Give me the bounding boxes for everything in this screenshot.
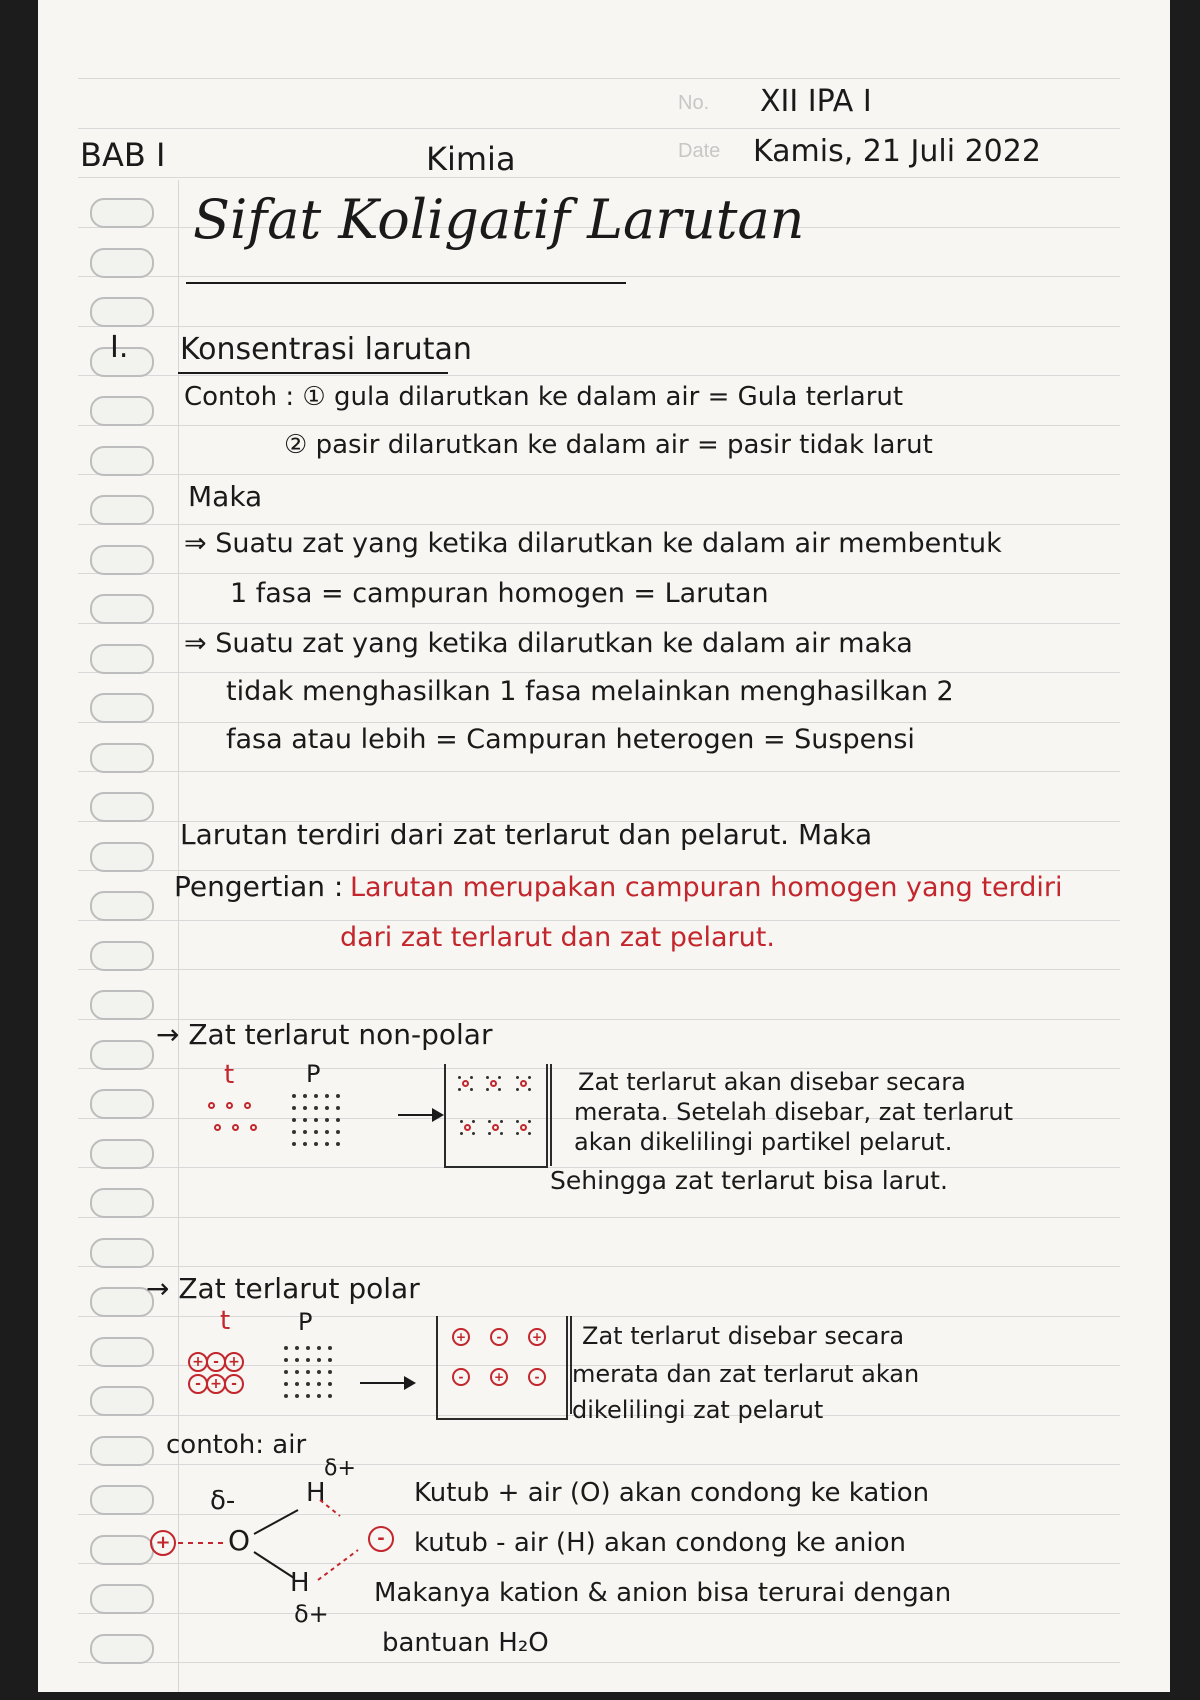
water-line-2: kutub - air (H) akan condong ke anion bbox=[414, 1528, 906, 1558]
binder-hole bbox=[90, 1584, 154, 1614]
solvent-particle bbox=[303, 1142, 307, 1146]
polar-beaker bbox=[436, 1316, 568, 1420]
ruled-line bbox=[78, 375, 1120, 376]
solvent-particle bbox=[306, 1358, 310, 1362]
point-2-line-3: fasa atau lebih = Campuran heterogen = Suspensi bbox=[226, 724, 915, 755]
polar-heading: → Zat terlarut polar bbox=[146, 1272, 420, 1305]
beaker-solvent-particle bbox=[500, 1120, 503, 1123]
beaker-ion: - bbox=[528, 1368, 546, 1386]
binder-hole bbox=[90, 396, 154, 426]
solvent-particle bbox=[292, 1118, 296, 1122]
water-line-3: Makanya kation & anion bisa terurai dengan bbox=[374, 1578, 952, 1608]
binder-hole bbox=[90, 1139, 154, 1169]
beaker-solvent-particle bbox=[528, 1088, 531, 1091]
polar-desc-2: merata dan zat terlarut akan bbox=[572, 1360, 920, 1388]
hydrogen-top-atom: H bbox=[306, 1478, 326, 1508]
ruled-line bbox=[78, 1316, 1120, 1317]
binder-hole bbox=[90, 1337, 154, 1367]
example-1: Contoh : ① gula dilarutkan ke dalam air = Gula terlarut bbox=[184, 382, 904, 412]
solvent-particle bbox=[295, 1394, 299, 1398]
water-line-1: Kutub + air (O) akan condong ke kation bbox=[414, 1478, 930, 1508]
binder-hole bbox=[90, 1436, 154, 1466]
beaker-ion: + bbox=[452, 1328, 470, 1346]
nonpolar-beaker bbox=[444, 1064, 548, 1168]
ruled-line bbox=[78, 177, 1120, 178]
ruled-line bbox=[78, 474, 1120, 475]
solvent-particle bbox=[336, 1094, 340, 1098]
point-2-line-1: ⇒ Suatu zat yang ketika dilarutkan ke dalam air maka bbox=[184, 628, 913, 659]
point-1-line-2: 1 fasa = campuran homogen = Larutan bbox=[230, 578, 769, 609]
solute-particle bbox=[250, 1124, 257, 1131]
solvent-particle bbox=[292, 1094, 296, 1098]
binder-hole bbox=[90, 446, 154, 476]
beaker-ion: + bbox=[490, 1368, 508, 1386]
solvent-particle bbox=[295, 1358, 299, 1362]
beaker-solvent-particle bbox=[516, 1088, 519, 1091]
beaker-solvent-particle bbox=[516, 1076, 519, 1079]
ruled-line bbox=[78, 623, 1120, 624]
subject-label: Kimia bbox=[426, 140, 516, 178]
binder-hole bbox=[90, 1238, 154, 1268]
solvent-particle bbox=[325, 1094, 329, 1098]
ruled-line bbox=[78, 78, 1120, 79]
ruled-line bbox=[78, 969, 1120, 970]
solvent-particle bbox=[336, 1142, 340, 1146]
notebook-page bbox=[38, 0, 1170, 1692]
solute-ion: - bbox=[188, 1374, 208, 1394]
solvent-particle bbox=[306, 1346, 310, 1350]
ruled-line bbox=[78, 425, 1120, 426]
nonpolar-desc-4: Sehingga zat terlarut bisa larut. bbox=[550, 1166, 948, 1195]
beaker-solvent-particle bbox=[528, 1132, 531, 1135]
binder-hole bbox=[90, 248, 154, 278]
binder-hole bbox=[90, 743, 154, 773]
solute-ion: + bbox=[206, 1374, 226, 1394]
polar-arrow bbox=[360, 1382, 414, 1384]
beaker-solvent-particle bbox=[460, 1120, 463, 1123]
solvent-particle bbox=[306, 1382, 310, 1386]
solvent-particle bbox=[328, 1370, 332, 1374]
polar-solvent-label: P bbox=[298, 1308, 313, 1336]
solute-particle bbox=[232, 1124, 239, 1131]
beaker-solvent-particle bbox=[486, 1088, 489, 1091]
date-label: Date bbox=[678, 140, 721, 162]
solute-ion: + bbox=[224, 1352, 244, 1372]
ruled-line bbox=[78, 771, 1120, 772]
definition-label: Pengertian : bbox=[174, 870, 344, 903]
solvent-particle bbox=[314, 1094, 318, 1098]
ruled-line bbox=[78, 1464, 1120, 1465]
beaker-solvent-particle bbox=[488, 1120, 491, 1123]
solvent-particle bbox=[306, 1394, 310, 1398]
nonpolar-divider bbox=[550, 1064, 552, 1166]
solvent-particle bbox=[317, 1382, 321, 1386]
margin-line bbox=[178, 180, 179, 1692]
solvent-particle bbox=[303, 1106, 307, 1110]
beaker-solvent-particle bbox=[528, 1120, 531, 1123]
binder-hole bbox=[90, 1040, 154, 1070]
solvent-particle bbox=[336, 1118, 340, 1122]
binder-hole bbox=[90, 990, 154, 1020]
binder-hole bbox=[90, 693, 154, 723]
point-1-line-1: ⇒ Suatu zat yang ketika dilarutkan ke dalam air membentuk bbox=[184, 528, 1002, 559]
beaker-solvent-particle bbox=[498, 1088, 501, 1091]
solvent-particle bbox=[325, 1106, 329, 1110]
delta-minus-label: δ- bbox=[210, 1486, 236, 1516]
solvent-particle bbox=[328, 1358, 332, 1362]
solvent-particle bbox=[284, 1346, 288, 1350]
beaker-solute-particle bbox=[462, 1080, 469, 1087]
date-value: Kamis, 21 Juli 2022 bbox=[753, 134, 1041, 169]
solvent-particle bbox=[325, 1142, 329, 1146]
polar-desc-1: Zat terlarut disebar secara bbox=[582, 1322, 905, 1350]
beaker-solvent-particle bbox=[528, 1076, 531, 1079]
section-heading-underline bbox=[178, 372, 448, 374]
solute-ion: + bbox=[188, 1352, 208, 1372]
solvent-particle bbox=[336, 1106, 340, 1110]
water-molecule-bonds bbox=[168, 1490, 408, 1600]
solvent-particle bbox=[284, 1382, 288, 1386]
polar-solute-label: t bbox=[220, 1306, 231, 1336]
solute-particle bbox=[226, 1102, 233, 1109]
solvent-particle bbox=[328, 1382, 332, 1386]
binder-hole bbox=[90, 1485, 154, 1515]
solute-ion: - bbox=[224, 1374, 244, 1394]
delta-plus-top-label: δ+ bbox=[324, 1456, 356, 1481]
binder-hole bbox=[90, 792, 154, 822]
solvent-particle bbox=[317, 1346, 321, 1350]
ruled-line bbox=[78, 1217, 1120, 1218]
beaker-ion: - bbox=[452, 1368, 470, 1386]
beaker-solute-particle bbox=[520, 1124, 527, 1131]
beaker-solvent-particle bbox=[470, 1088, 473, 1091]
polar-desc-3: dikelilingi zat pelarut bbox=[572, 1396, 824, 1424]
page-title: Sifat Koligatif Larutan bbox=[193, 188, 805, 251]
binder-hole bbox=[90, 1535, 154, 1565]
maka-label: Maka bbox=[188, 480, 263, 513]
anion-symbol: - bbox=[368, 1526, 394, 1552]
definition-text-1: Larutan merupakan campuran homogen yang terdiri bbox=[350, 872, 1063, 903]
solvent-particle bbox=[303, 1118, 307, 1122]
beaker-solvent-particle bbox=[458, 1076, 461, 1079]
binder-hole bbox=[90, 1089, 154, 1119]
beaker-solvent-particle bbox=[472, 1132, 475, 1135]
solvent-particle bbox=[295, 1382, 299, 1386]
binder-hole bbox=[90, 545, 154, 575]
definition-text-2: dari zat terlarut dan zat pelarut. bbox=[340, 922, 775, 953]
title-underline bbox=[186, 282, 626, 284]
nonpolar-desc-1: Zat terlarut akan disebar secara bbox=[578, 1068, 966, 1096]
ruled-line bbox=[78, 276, 1120, 277]
binder-hole bbox=[90, 1287, 154, 1317]
solvent-particle bbox=[292, 1142, 296, 1146]
solvent-particle bbox=[303, 1094, 307, 1098]
ruled-line bbox=[78, 573, 1120, 574]
no-label: No. bbox=[678, 92, 710, 114]
binder-hole bbox=[90, 891, 154, 921]
ruled-line bbox=[78, 920, 1120, 921]
solute-particle bbox=[208, 1102, 215, 1109]
solvent-particle bbox=[295, 1346, 299, 1350]
solvent-particle bbox=[292, 1130, 296, 1134]
solute-particle bbox=[244, 1102, 251, 1109]
binder-hole bbox=[90, 842, 154, 872]
solvent-particle bbox=[317, 1394, 321, 1398]
ruled-line bbox=[78, 672, 1120, 673]
binder-hole bbox=[90, 594, 154, 624]
solvent-particle bbox=[314, 1118, 318, 1122]
solvent-particle bbox=[306, 1370, 310, 1374]
beaker-solute-particle bbox=[464, 1124, 471, 1131]
binder-hole bbox=[90, 297, 154, 327]
binder-hole bbox=[90, 941, 154, 971]
binder-hole bbox=[90, 644, 154, 674]
binder-hole bbox=[90, 495, 154, 525]
nonpolar-heading: → Zat terlarut non-polar bbox=[156, 1018, 493, 1051]
solvent-particle bbox=[325, 1130, 329, 1134]
ruled-line bbox=[78, 524, 1120, 525]
beaker-solute-particle bbox=[492, 1124, 499, 1131]
solvent-particle bbox=[317, 1358, 321, 1362]
ruled-line bbox=[78, 1662, 1120, 1663]
beaker-solvent-particle bbox=[516, 1120, 519, 1123]
example-2: ② pasir dilarutkan ke dalam air = pasir tidak larut bbox=[284, 430, 933, 460]
beaker-ion: - bbox=[490, 1328, 508, 1346]
water-example-label: contoh: air bbox=[166, 1430, 307, 1460]
solvent-particle bbox=[325, 1118, 329, 1122]
beaker-solvent-particle bbox=[486, 1076, 489, 1079]
solvent-particle bbox=[336, 1130, 340, 1134]
nonpolar-desc-3: akan dikelilingi partikel pelarut. bbox=[574, 1128, 953, 1156]
point-2-line-2: tidak menghasilkan 1 fasa melainkan menghasilkan 2 bbox=[226, 676, 954, 707]
water-line-4: bantuan H₂O bbox=[382, 1628, 549, 1658]
solute-particle bbox=[214, 1124, 221, 1131]
beaker-solvent-particle bbox=[488, 1132, 491, 1135]
class-value: XII IPA I bbox=[760, 84, 872, 119]
ruled-line bbox=[78, 128, 1120, 129]
ruled-line bbox=[78, 1613, 1120, 1614]
nonpolar-solvent-label: P bbox=[306, 1060, 321, 1088]
solvent-particle bbox=[314, 1130, 318, 1134]
solvent-particle bbox=[295, 1370, 299, 1374]
nonpolar-desc-2: merata. Setelah disebar, zat terlarut bbox=[574, 1098, 1013, 1126]
solvent-particle bbox=[284, 1358, 288, 1362]
ruled-line bbox=[78, 722, 1120, 723]
beaker-solvent-particle bbox=[472, 1120, 475, 1123]
solvent-particle bbox=[328, 1346, 332, 1350]
solvent-particle bbox=[328, 1394, 332, 1398]
binder-hole bbox=[90, 198, 154, 228]
beaker-solute-particle bbox=[490, 1080, 497, 1087]
binder-hole bbox=[90, 1634, 154, 1664]
beaker-solvent-particle bbox=[498, 1076, 501, 1079]
solvent-particle bbox=[284, 1370, 288, 1374]
solvent-particle bbox=[317, 1370, 321, 1374]
solvent-particle bbox=[314, 1106, 318, 1110]
cation-symbol: + bbox=[150, 1530, 176, 1556]
binder-hole bbox=[90, 1188, 154, 1218]
oxygen-atom: O bbox=[228, 1524, 251, 1557]
chapter-label: BAB I bbox=[80, 136, 166, 174]
beaker-solvent-particle bbox=[458, 1088, 461, 1091]
delta-plus-bottom-label: δ+ bbox=[294, 1600, 329, 1628]
beaker-solute-particle bbox=[520, 1080, 527, 1087]
binder-hole bbox=[90, 1386, 154, 1416]
nonpolar-arrow bbox=[398, 1114, 442, 1116]
ruled-line bbox=[78, 326, 1120, 327]
solvent-particle bbox=[284, 1394, 288, 1398]
definition-intro: Larutan terdiri dari zat terlarut dan pelarut. Maka bbox=[180, 818, 873, 851]
beaker-solvent-particle bbox=[500, 1132, 503, 1135]
section-number: I. bbox=[110, 330, 129, 365]
solvent-particle bbox=[292, 1106, 296, 1110]
nonpolar-solute-label: t bbox=[224, 1060, 235, 1090]
beaker-solvent-particle bbox=[516, 1132, 519, 1135]
solute-ion: - bbox=[206, 1352, 226, 1372]
ruled-line bbox=[78, 1266, 1120, 1267]
beaker-solvent-particle bbox=[470, 1076, 473, 1079]
solvent-particle bbox=[314, 1142, 318, 1146]
beaker-ion: + bbox=[528, 1328, 546, 1346]
section-heading: Konsentrasi larutan bbox=[180, 332, 472, 367]
beaker-solvent-particle bbox=[460, 1132, 463, 1135]
solvent-particle bbox=[303, 1130, 307, 1134]
hydrogen-bottom-atom: H bbox=[290, 1568, 310, 1598]
